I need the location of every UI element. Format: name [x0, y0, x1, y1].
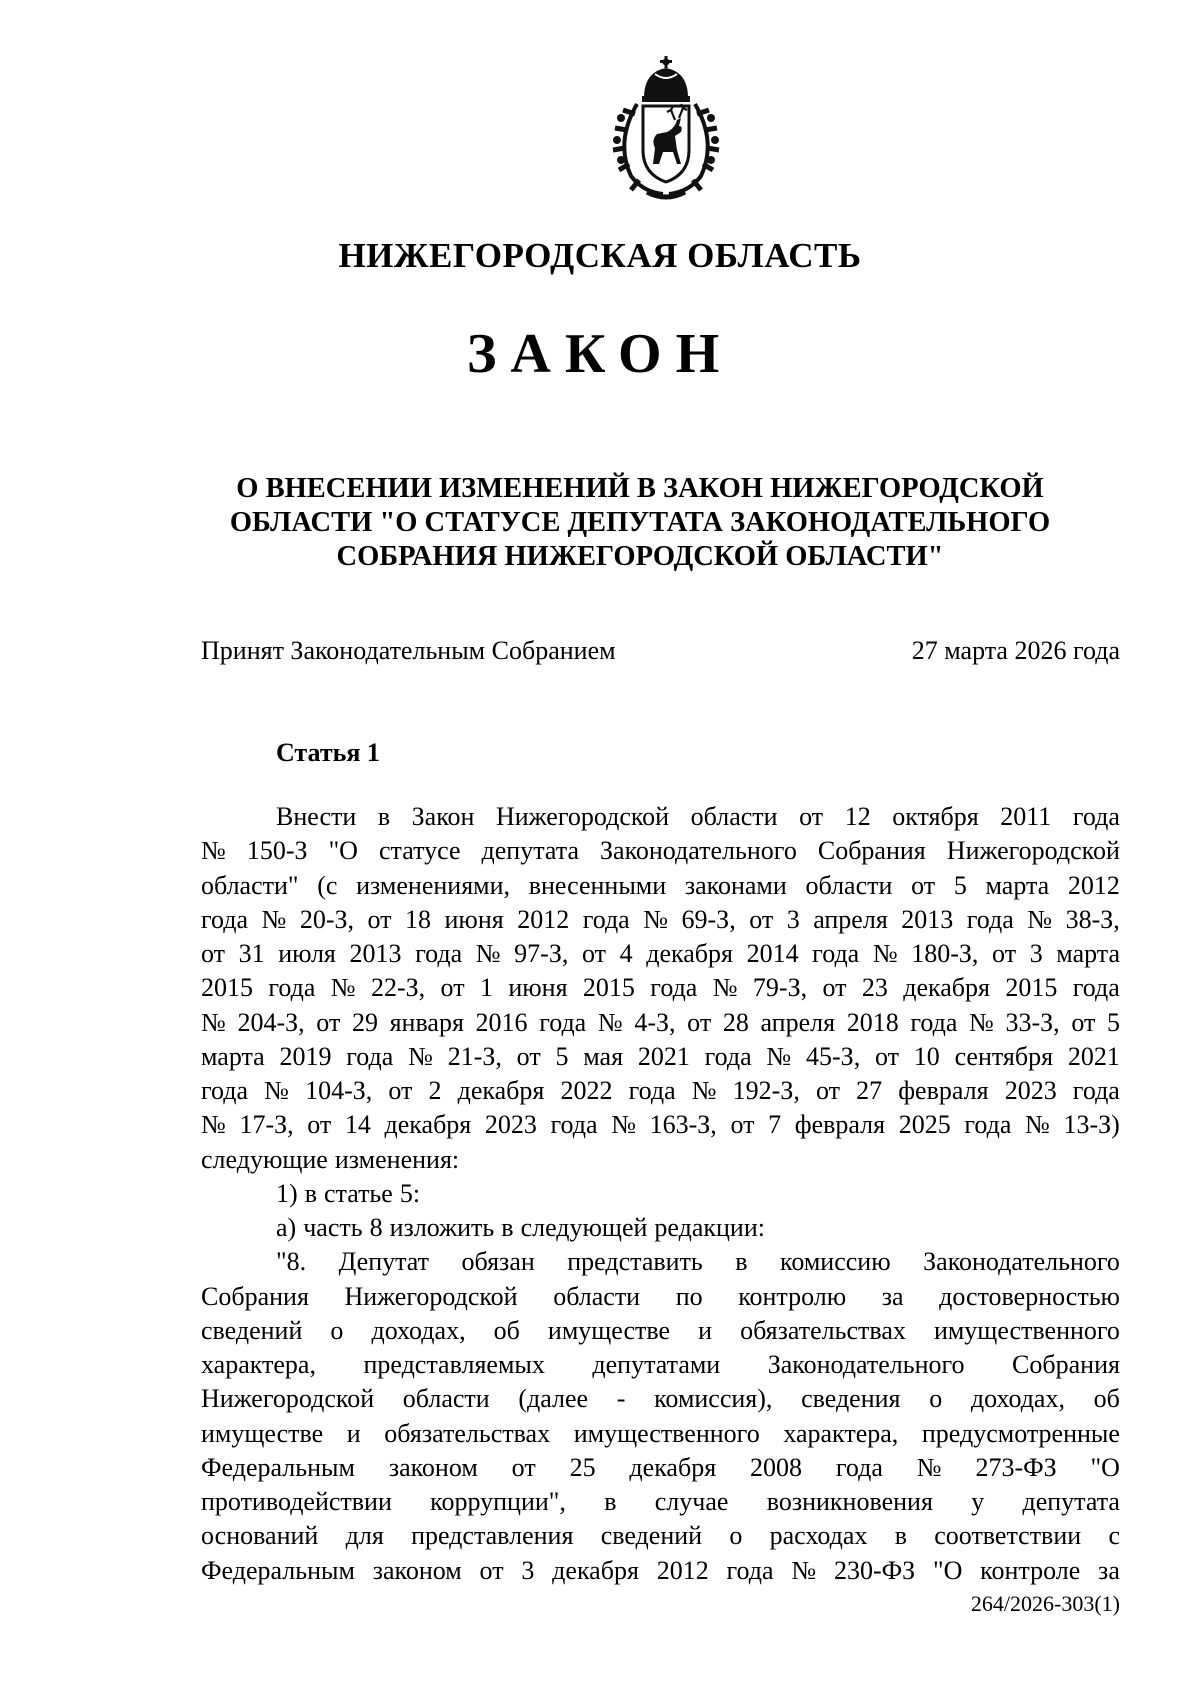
word: февраля — [794, 1110, 886, 1140]
word: 4 — [619, 939, 633, 968]
text-line — [201, 1280, 1120, 1314]
word: № — [712, 973, 738, 1003]
word: № — [264, 1076, 289, 1105]
word: от — [316, 1007, 341, 1037]
text-line — [201, 1143, 1120, 1177]
word: от — [581, 939, 606, 968]
text-line — [201, 1554, 1120, 1588]
text-line — [201, 1519, 1120, 1553]
word: года — [964, 1110, 1012, 1140]
word: № — [916, 1452, 942, 1482]
word: 2012 — [1067, 870, 1120, 900]
word: часть — [303, 1213, 363, 1242]
text-line — [201, 1040, 1120, 1074]
word: 2014 — [746, 939, 799, 968]
word: 192-З, — [732, 1076, 800, 1105]
word: 3 — [1029, 939, 1043, 968]
word: 14 — [344, 1110, 371, 1140]
word: 17-З, — [239, 1110, 294, 1140]
word: депутатами — [592, 1350, 721, 1379]
word: сведений — [600, 1521, 703, 1551]
word: от — [687, 1007, 712, 1037]
word: 45-З, — [806, 1041, 861, 1071]
word: области — [402, 1384, 490, 1414]
word: 21-З, — [447, 1041, 502, 1071]
word: от — [201, 939, 226, 968]
word: года — [268, 973, 316, 1003]
word: "О — [1090, 1452, 1120, 1482]
word: № — [201, 1110, 226, 1140]
text-line — [201, 1348, 1120, 1382]
word: 2015 — [1005, 973, 1058, 1003]
region-name: НИЖЕГОРОДСКАЯ ОБЛАСТЬ — [338, 236, 862, 275]
word: о — [729, 1521, 743, 1551]
word: законом — [388, 1452, 478, 1482]
word: от — [822, 973, 847, 1003]
text-line — [201, 1485, 1120, 1519]
word: 79-З, — [752, 973, 808, 1003]
word: характера, — [783, 1418, 899, 1448]
word: 2018 — [846, 1007, 899, 1037]
word: года — [582, 904, 630, 934]
word: 150-З — [246, 836, 308, 866]
word: марта — [201, 1041, 265, 1071]
word: - — [616, 1384, 626, 1414]
word: о — [929, 1384, 943, 1414]
word: года — [966, 904, 1014, 934]
word: от — [911, 870, 936, 900]
word: статусе — [378, 836, 461, 866]
word: предусмотренные — [921, 1418, 1120, 1448]
text-line — [201, 1108, 1120, 1142]
word: 2012 — [517, 904, 570, 934]
word: доходах, — [371, 1315, 466, 1345]
word: 1) — [276, 1178, 298, 1208]
word: от — [992, 939, 1017, 968]
word: для — [345, 1521, 384, 1551]
word: от — [799, 802, 824, 831]
word: года — [539, 1007, 587, 1037]
word: Депутат — [338, 1247, 430, 1277]
word: 2012 — [656, 1555, 709, 1585]
word: (с — [317, 870, 338, 900]
word: 23 — [861, 973, 888, 1003]
word: 5 — [555, 1041, 569, 1071]
law-title-line: СОБРАНИЯ НИЖЕГОРОДСКОЙ ОБЛАСТИ" — [336, 541, 944, 572]
text-line — [201, 1451, 1120, 1485]
word: 13-З) — [1063, 1110, 1120, 1140]
word: имущественного — [573, 1418, 760, 1448]
word: 4-З, — [634, 1007, 676, 1037]
word: (далее — [518, 1384, 589, 1414]
text-line — [201, 1006, 1120, 1040]
text-line — [201, 800, 1120, 834]
word: 28 — [722, 1007, 749, 1037]
article-heading: Статья 1 — [276, 738, 380, 767]
word: 104-З, — [305, 1076, 373, 1105]
word: обязательствах — [740, 1315, 906, 1345]
word: № — [408, 1041, 433, 1071]
word: декабря — [903, 973, 990, 1003]
word: Нижегородской — [201, 1384, 375, 1414]
word: статье — [323, 1178, 393, 1208]
word: 22-З, — [370, 973, 426, 1003]
word: декабря — [457, 1076, 545, 1105]
word: года — [726, 1555, 774, 1585]
word: № — [201, 836, 226, 866]
word: расходах — [769, 1521, 868, 1551]
word: законами — [684, 870, 787, 900]
word: 2023 — [484, 1110, 537, 1140]
word: в — [304, 1178, 317, 1208]
word: февраля — [898, 1076, 989, 1105]
word: года — [1072, 973, 1120, 1003]
word: 1 — [479, 973, 493, 1003]
word: 2022 — [560, 1076, 613, 1105]
word: № — [201, 1007, 226, 1037]
word: 2021 — [637, 1041, 690, 1071]
word: имуществе — [547, 1315, 671, 1345]
word: и — [698, 1315, 713, 1345]
word: сведений — [201, 1315, 303, 1345]
word: 2013 — [901, 904, 954, 934]
word: 69-З, — [681, 904, 736, 934]
word: области" — [201, 870, 299, 900]
word: имущественного — [933, 1315, 1120, 1345]
word: 230-ФЗ — [833, 1555, 916, 1585]
word: года — [812, 939, 860, 968]
word: № — [475, 939, 501, 968]
word: оснований — [201, 1521, 319, 1551]
word: мая — [583, 1041, 624, 1071]
word: № — [330, 973, 356, 1003]
word: области — [553, 1281, 641, 1311]
word: 3 — [521, 1555, 535, 1585]
word: доходах, — [970, 1384, 1065, 1414]
word: 7 — [768, 1110, 782, 1140]
word: представляемых — [363, 1350, 545, 1379]
word: характера, — [201, 1350, 316, 1379]
text-line — [201, 1314, 1120, 1348]
word: от — [730, 1110, 755, 1140]
word: № — [611, 1110, 636, 1140]
word: 2 — [428, 1076, 442, 1105]
word: 163-З, — [649, 1110, 717, 1140]
word: апреля — [760, 1007, 836, 1037]
text-line — [201, 1074, 1120, 1108]
word: декабря — [646, 939, 733, 968]
text-line — [201, 971, 1120, 1005]
word: от — [874, 1041, 900, 1071]
law-title-line: ОБЛАСТИ "О СТАТУСЕ ДЕПУТАТА ЗАКОНОДАТЕЛЬНОГО — [229, 507, 1051, 538]
word: 33-З, — [1005, 1007, 1060, 1037]
article-body — [201, 800, 1120, 1588]
word: года — [201, 904, 249, 934]
text-line — [201, 869, 1120, 903]
word: имуществе — [201, 1418, 324, 1448]
text-line — [201, 1417, 1120, 1451]
word: года — [1072, 802, 1120, 831]
word: 31 — [238, 939, 265, 968]
word: обязан — [461, 1247, 535, 1277]
word: № — [1027, 904, 1053, 934]
word: изложить — [389, 1213, 495, 1242]
word: 2021 — [1067, 1041, 1120, 1071]
word: № — [261, 904, 287, 934]
document-code: 264/2026-303(1) — [970, 1591, 1120, 1616]
word: редакции: — [654, 1213, 765, 1242]
adoption-line — [201, 636, 1120, 670]
word: декабря — [552, 1555, 639, 1585]
word: 27 — [856, 1076, 883, 1105]
word: № — [643, 904, 669, 934]
word: 2008 — [750, 1452, 803, 1482]
word: года — [201, 1076, 249, 1105]
word: от — [511, 1452, 536, 1482]
word: об — [493, 1315, 520, 1345]
word: "О — [932, 1555, 963, 1585]
word: достоверностью — [939, 1281, 1120, 1311]
word: апреля — [813, 904, 888, 934]
word: об — [1093, 1384, 1120, 1414]
word: комиссия), — [654, 1384, 773, 1414]
word: Закон — [411, 802, 475, 831]
word: 38-З, — [1065, 904, 1120, 934]
word: № — [791, 1555, 817, 1585]
word: законом — [372, 1555, 462, 1585]
word: изменениями, — [356, 870, 511, 900]
word: марта — [1056, 939, 1120, 968]
word: Законодательного — [767, 1350, 965, 1379]
document-type: ЗАКОН — [466, 323, 734, 385]
word: внесенными — [528, 870, 667, 900]
word: с — [1108, 1521, 1120, 1551]
word: сентября — [954, 1041, 1054, 1071]
word: декабря — [629, 1452, 717, 1482]
word: у — [971, 1487, 985, 1516]
word: Собрания — [1012, 1350, 1120, 1379]
word: в — [894, 1521, 907, 1551]
word: о — [330, 1315, 344, 1345]
word: 97-З, — [514, 939, 569, 968]
word: соответствии — [934, 1521, 1082, 1551]
word: в — [604, 1487, 617, 1516]
word: коррупции", — [430, 1487, 566, 1516]
word: 2011 — [1000, 802, 1052, 831]
word: представления — [411, 1521, 574, 1551]
word: 8 — [369, 1213, 383, 1242]
word: от — [440, 973, 465, 1003]
word: и — [346, 1418, 361, 1448]
word: года — [1072, 1076, 1120, 1105]
word: 2015 — [201, 973, 253, 1003]
word: Нижегородской — [495, 802, 670, 831]
text-line — [201, 937, 1120, 971]
word: 5 — [953, 870, 967, 900]
word: за — [881, 1281, 904, 1311]
word: от — [815, 1076, 840, 1105]
coat-of-arms-icon — [597, 52, 735, 202]
word: депутата — [481, 836, 579, 866]
text-line — [201, 834, 1120, 868]
text-line — [201, 1211, 1120, 1245]
word: № — [597, 1007, 623, 1037]
word: 25 — [569, 1452, 596, 1482]
word: за — [1098, 1555, 1120, 1585]
word: 273-ФЗ — [975, 1452, 1057, 1482]
word: июля — [278, 939, 336, 968]
word: а) — [276, 1213, 297, 1242]
word: декабря — [384, 1110, 472, 1140]
word: Федеральным — [201, 1452, 355, 1482]
word: июня — [444, 904, 504, 934]
word: области — [690, 802, 778, 831]
word: комиссию — [780, 1247, 891, 1277]
adoption-date: 27 марта 2026 года — [911, 636, 1120, 665]
word: следующие — [201, 1144, 328, 1174]
word: 2019 — [279, 1041, 332, 1071]
word: от — [307, 1110, 332, 1140]
word: года — [346, 1041, 394, 1071]
word: Нижегородской — [946, 836, 1120, 866]
word: противодействии — [201, 1487, 392, 1516]
word: 2016 — [475, 1007, 528, 1037]
word: сведения — [801, 1384, 901, 1414]
word: Законодательного — [923, 1247, 1120, 1277]
word: Собрания — [201, 1281, 309, 1311]
word: случае — [654, 1487, 729, 1516]
word: в — [501, 1213, 514, 1242]
word: в — [377, 802, 391, 831]
word: от — [1071, 1007, 1096, 1037]
word: года — [650, 973, 698, 1003]
word: № — [766, 1041, 792, 1071]
word: области — [805, 870, 893, 900]
word: № — [691, 1076, 717, 1105]
word: 2013 — [349, 939, 402, 968]
word: 3 — [786, 904, 800, 934]
word: года — [550, 1110, 598, 1140]
word: 2025 — [898, 1110, 951, 1140]
word: года — [704, 1041, 752, 1071]
word: октября — [892, 802, 979, 831]
law-title — [200, 472, 1080, 574]
word: 2023 — [1004, 1076, 1057, 1105]
word: "8. — [276, 1247, 307, 1277]
word: № — [969, 1007, 994, 1037]
word: года — [835, 1452, 883, 1482]
word: обязательствах — [384, 1418, 551, 1448]
word: года — [910, 1007, 958, 1037]
word: от — [479, 1555, 504, 1585]
word: года — [628, 1076, 676, 1105]
word: 18 — [405, 904, 432, 934]
word: по — [675, 1281, 703, 1311]
word: Внести — [276, 802, 357, 831]
word: 10 — [913, 1041, 940, 1071]
word: контролю — [738, 1281, 847, 1311]
word: контроле — [980, 1555, 1081, 1585]
word: в — [735, 1247, 748, 1277]
word: 20-З, — [299, 904, 355, 934]
word: января — [389, 1007, 464, 1037]
word: от — [749, 904, 774, 934]
word: от — [388, 1076, 413, 1105]
word: от — [367, 904, 392, 934]
text-line — [201, 1245, 1120, 1279]
word: Собрания — [817, 836, 926, 866]
adopted-by: Принят Законодательным Собранием — [201, 636, 616, 665]
word: Федеральным — [201, 1555, 355, 1585]
word: года — [415, 939, 463, 968]
law-title-line: О ВНЕСЕНИИ ИЗМЕНЕНИЙ В ЗАКОН НИЖЕГОРОДСКОЙ — [236, 473, 1044, 504]
word: 12 — [844, 802, 871, 831]
word: следующей — [520, 1213, 648, 1242]
word: Нижегородской — [344, 1281, 518, 1311]
word: № — [872, 939, 898, 968]
word: "О — [328, 836, 358, 866]
word: от — [516, 1041, 541, 1071]
text-line — [201, 1177, 1120, 1211]
word: Законодательного — [600, 836, 797, 866]
word: июня — [508, 973, 568, 1003]
word: 2015 — [582, 973, 635, 1003]
word: депутата — [1022, 1487, 1120, 1516]
word: представить — [567, 1247, 703, 1277]
text-line — [201, 1382, 1120, 1416]
word: 29 — [351, 1007, 378, 1037]
word: 204-З, — [237, 1007, 305, 1037]
text-line — [201, 903, 1120, 937]
word: марта — [985, 870, 1050, 900]
word: № — [1025, 1110, 1050, 1140]
word: 5 — [1106, 1007, 1120, 1037]
word: изменения: — [334, 1144, 460, 1174]
word: возникновения — [766, 1487, 933, 1516]
word: 5: — [399, 1178, 421, 1208]
word: 180-З, — [911, 939, 979, 968]
